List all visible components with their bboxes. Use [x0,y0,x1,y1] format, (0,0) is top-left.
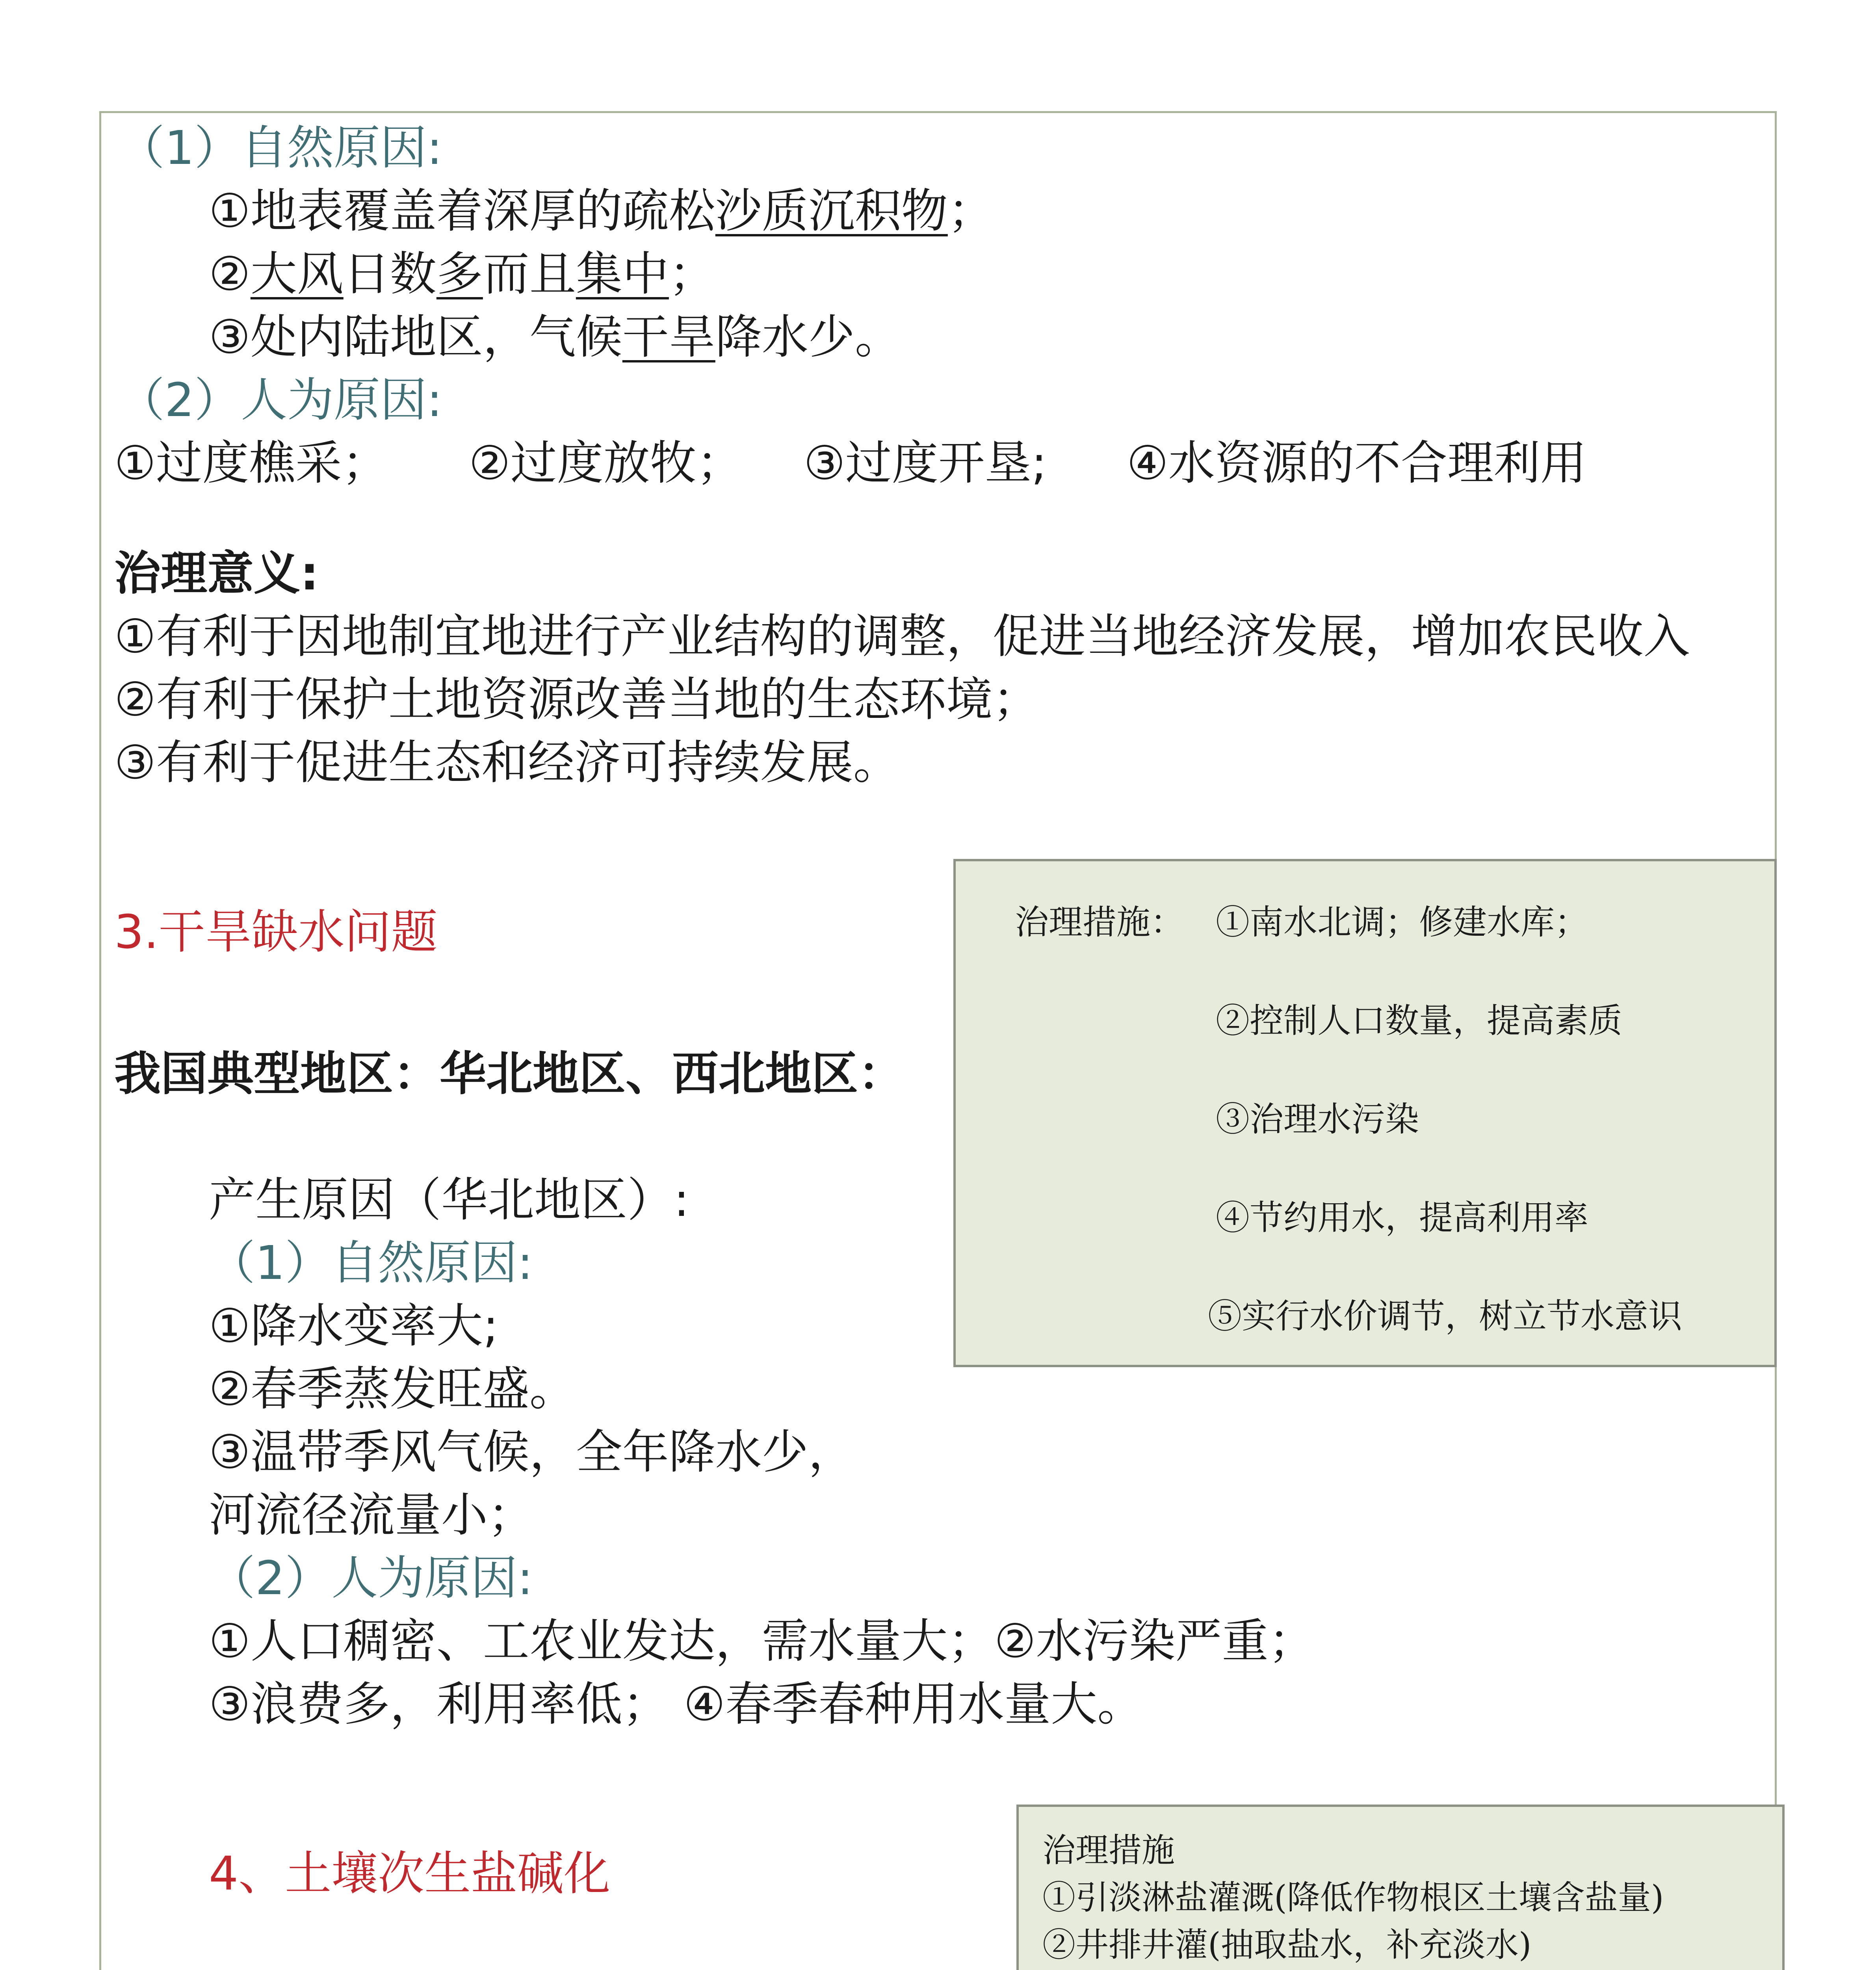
section3-natural-2: ②春季蒸发旺盛。 [209,1362,576,1416]
drought-measure-1: ①南水北调；修建水库； [1216,903,1588,942]
natural-cause-1: ①地表覆盖着深厚的疏松沙质沉积物； [209,184,994,238]
section3-natural-3: ③温带季风气候，全年降水少， [209,1425,855,1479]
section3-regions: 我国典型地区：华北地区、西北地区： [114,1046,905,1101]
human-cause-3: ③过度开垦; [804,436,1047,490]
human-cause-1: ①过度樵采； [114,436,388,490]
section3-natural-4: 河流径流量小； [209,1488,535,1542]
drought-measure-5: ⑤实行水价调节，树立节水意识 [1208,1297,1682,1336]
section3-natural-1: ①降水变率大; [209,1299,499,1353]
section3-cause-heading: 产生原因（华北地区）: [209,1173,689,1227]
significance-item-1: ①有利于因地制宜地进行产业结构的调整，促进当地经济发展，增加农民收入 [114,609,1690,663]
salinization-measures-label: 治理措施 [1042,1831,1175,1870]
drought-measure-4: ④节约用水，提高利用率 [1216,1198,1588,1238]
natural-cause-3: ③处内陆地区，气候干旱降水少。 [209,310,901,364]
section3-title: 3.干旱缺水问题 [114,905,438,959]
human-causes-heading: （2）人为原因: [118,373,442,427]
salinization-measure-2: ②井排井灌(抽取盐水，补充淡水) [1042,1925,1532,1964]
section3-human-1: ①人口稠密、工农业发达，需水量大；②水污染严重； [209,1614,1315,1668]
drought-measure-2: ②控制人口数量，提高素质 [1216,1001,1622,1041]
salinization-measures-box [1016,1805,1785,1970]
drought-measures-box [953,859,1777,1367]
significance-heading: 治理意义: [114,546,319,600]
significance-item-2: ②有利于保护土地资源改善当地的生态环境； [114,672,1039,727]
natural-causes-heading: （1）自然原因: [118,121,442,175]
salinization-measure-3 [1042,1968,1717,1970]
section3-natural-heading: （1）自然原因: [209,1236,533,1290]
salinization-measure-1: ①引淡淋盐灌溉(降低作物根区土壤含盐量) [1042,1878,1664,1917]
significance-item-3: ③有利于促进生态和经济可持续发展。 [114,735,900,790]
human-cause-4: ④水资源的不合理利用 [1127,436,1587,490]
section3-human-heading: （2）人为原因: [209,1551,533,1605]
human-cause-2: ②过度放牧； [469,436,743,490]
section4-title: 4、土壤次生盐碱化 [209,1846,611,1901]
natural-cause-2: ②大风日数多而且集中； [209,247,715,301]
section3-human-2: ③浪费多，利用率低； ④春季春种用水量大。 [209,1677,1144,1731]
drought-measures-label: 治理措施： [1015,903,1184,942]
drought-measure-3: ③治理水污染 [1216,1100,1419,1139]
